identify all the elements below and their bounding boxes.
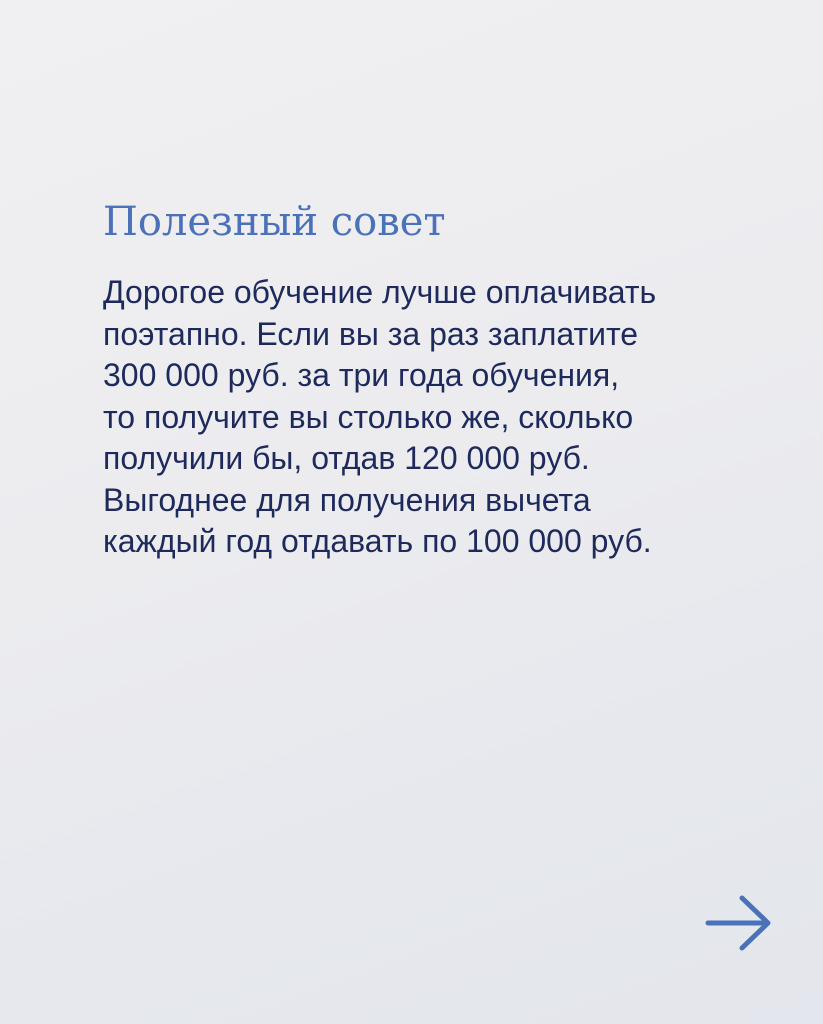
slide-heading: Полезный совет (103, 199, 446, 245)
arrow-right-icon (705, 893, 773, 953)
body-line: Дорогое обучение лучше оплачивать (103, 274, 657, 310)
next-slide-button[interactable] (705, 893, 773, 953)
slide-body-text (103, 272, 803, 563)
body-line: поэтапно. Если вы за раз заплатите (103, 315, 639, 352)
body-line: получили бы, отдав 120 000 руб. (103, 440, 590, 476)
body-line: то получите вы столько же, сколько (103, 398, 634, 435)
body-line: каждый год отдавать по 100 000 руб. (103, 523, 652, 559)
body-line: 300 000 руб. за три года обучения, (103, 357, 620, 393)
body-line: Выгоднее для получения вычета (103, 481, 591, 518)
